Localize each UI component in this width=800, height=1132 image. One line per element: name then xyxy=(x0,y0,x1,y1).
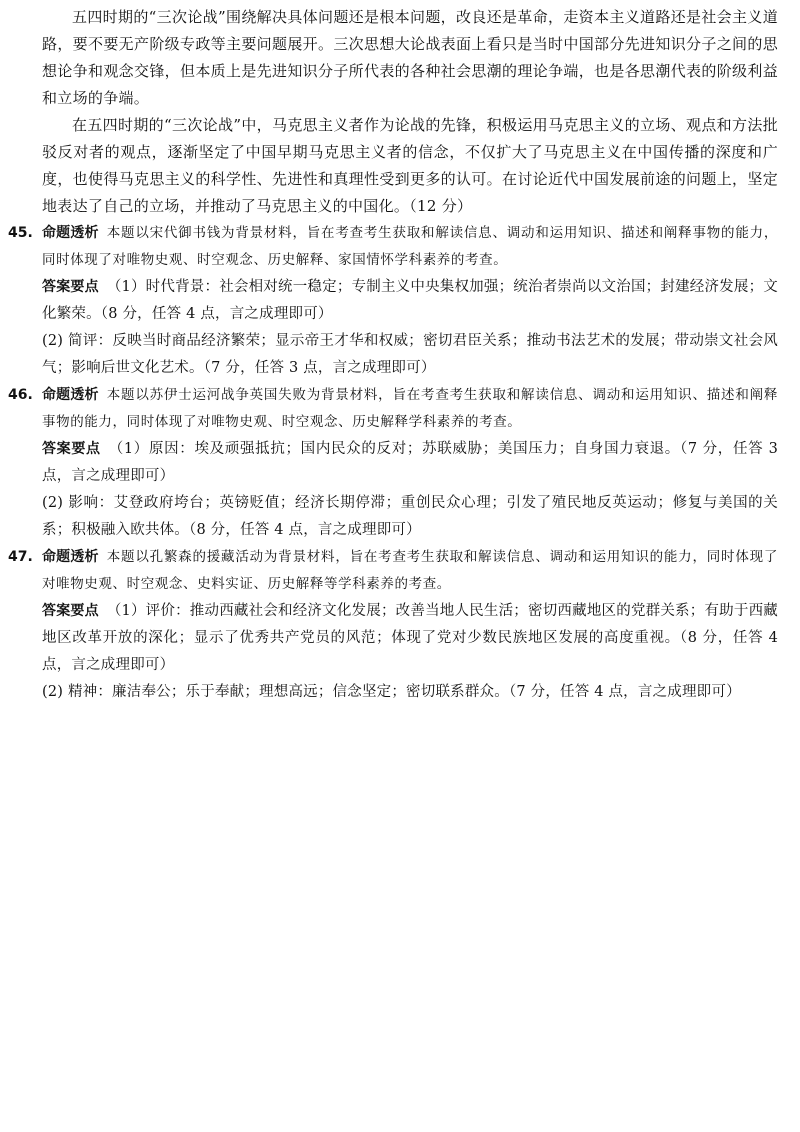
question-46-answer-1 xyxy=(42,436,778,490)
intro-paragraph-2: 在五四时期的“三次论战”中，马克思主义者作为论战的先锋，积极运用马克思主义的立场、观点和方法批驳反对者的观点，逐渐坚定了中国早期马克思主义者的信念，不仅扩大了马克思主义在中国传播的深度和广度，也使得马克思主义的科学性、先进性和真理性受到更多的认可。在讨论近代中国发展前途的问题上，坚定地表达了自己的立场，并推动了马克思主义的中国化。（12 分） xyxy=(42,116,778,215)
analysis-label: 命题透析 xyxy=(42,387,99,403)
question-46-analysis xyxy=(8,382,779,436)
answer-text: （1）时代背景：社会相对统一稳定；专制主义中央集权加强；统治者崇尚以文治国；封建经济发展；文化繁荣。（8 分，任答 4 点，言之成理即可） xyxy=(42,279,778,322)
question-47-analysis xyxy=(8,544,779,598)
answer-label: 答案要点 xyxy=(42,603,99,619)
question-47-answer-2: (2) 精神：廉洁奉公；乐于奉献；理想高远；信念坚定；密切联系群众。（7 分，任答 4 点，言之成理即可） xyxy=(42,684,741,700)
answer-label: 答案要点 xyxy=(42,441,101,457)
analysis-label: 命题透析 xyxy=(42,549,99,565)
question-46 xyxy=(8,382,779,544)
question-45-analysis xyxy=(8,220,779,274)
question-45-answer-1 xyxy=(42,274,778,328)
question-number: 46. xyxy=(8,387,33,403)
answer-text: （1）原因：埃及顽强抵抗；国内民众的反对；苏联威胁；美国压力；自身国力衰退。（7 分，任答 3 点，言之成理即可） xyxy=(42,441,778,484)
question-number: 47. xyxy=(8,549,33,565)
question-47-answer-1 xyxy=(42,598,778,679)
analysis-text: 本题以苏伊士运河战争英国失败为背景材料，旨在考查考生获取和解读信息、调动和运用知识、描述和阐释事物的能力，同时体现了对唯物史观、时空观念、历史解释学科素养的考查。 xyxy=(42,387,779,430)
analysis-text: 本题以孔繁森的援藏活动为背景材料，旨在考查考生获取和解读信息、调动和运用知识的能力，同时体现了对唯物史观、时空观念、史料实证、历史解释等学科素养的考查。 xyxy=(42,549,779,592)
question-47 xyxy=(8,544,779,706)
analysis-text: 本题以宋代御书钱为背景材料，旨在考查考生获取和解读信息、调动和运用知识、描述和阐释事物的能力，同时体现了对唯物史观、时空观念、历史解释、家国情怀学科素养的考查。 xyxy=(42,225,779,268)
answer-label: 答案要点 xyxy=(42,279,99,295)
analysis-label: 命题透析 xyxy=(42,225,99,241)
intro-paragraph-1: 五四时期的“三次论战”围绕解决具体问题还是根本问题，改良还是革命，走资本主义道路还是社会主义道路，要不要无产阶级专政等主要问题展开。三次思想大论战表面上看只是当时中国部分先进知识分子之间的思想论争和观念交锋，但本质上是先进知识分子所代表的各种社会思潮的理论争端，也是各思潮代表的阶级利益和立场的争端。 xyxy=(42,8,778,107)
question-number: 45. xyxy=(8,225,33,241)
answer-text: （1）评价：推动西藏社会和经济文化发展；改善当地人民生活；密切西藏地区的党群关系；有助于西藏地区改革开放的深化；显示了优秀共产党员的风范；体现了党对少数民族地区发展的高度重视。（8 分，任答 4 点，言之成理即可） xyxy=(42,603,778,673)
question-46-answer-2: (2) 影响：艾登政府垮台；英镑贬值；经济长期停滞；重创民众心理；引发了殖民地反英运动；修复与美国的关系；积极融入欧共体。（8 分，任答 4 点，言之成理即可） xyxy=(42,495,778,538)
question-45 xyxy=(8,220,779,382)
question-45-answer-2: (2) 简评：反映当时商品经济繁荣；显示帝王才华和权威；密切君臣关系；推动书法艺术的发展；带动崇文社会风气；影响后世文化艺术。（7 分，任答 3 点，言之成理即可） xyxy=(42,333,778,376)
